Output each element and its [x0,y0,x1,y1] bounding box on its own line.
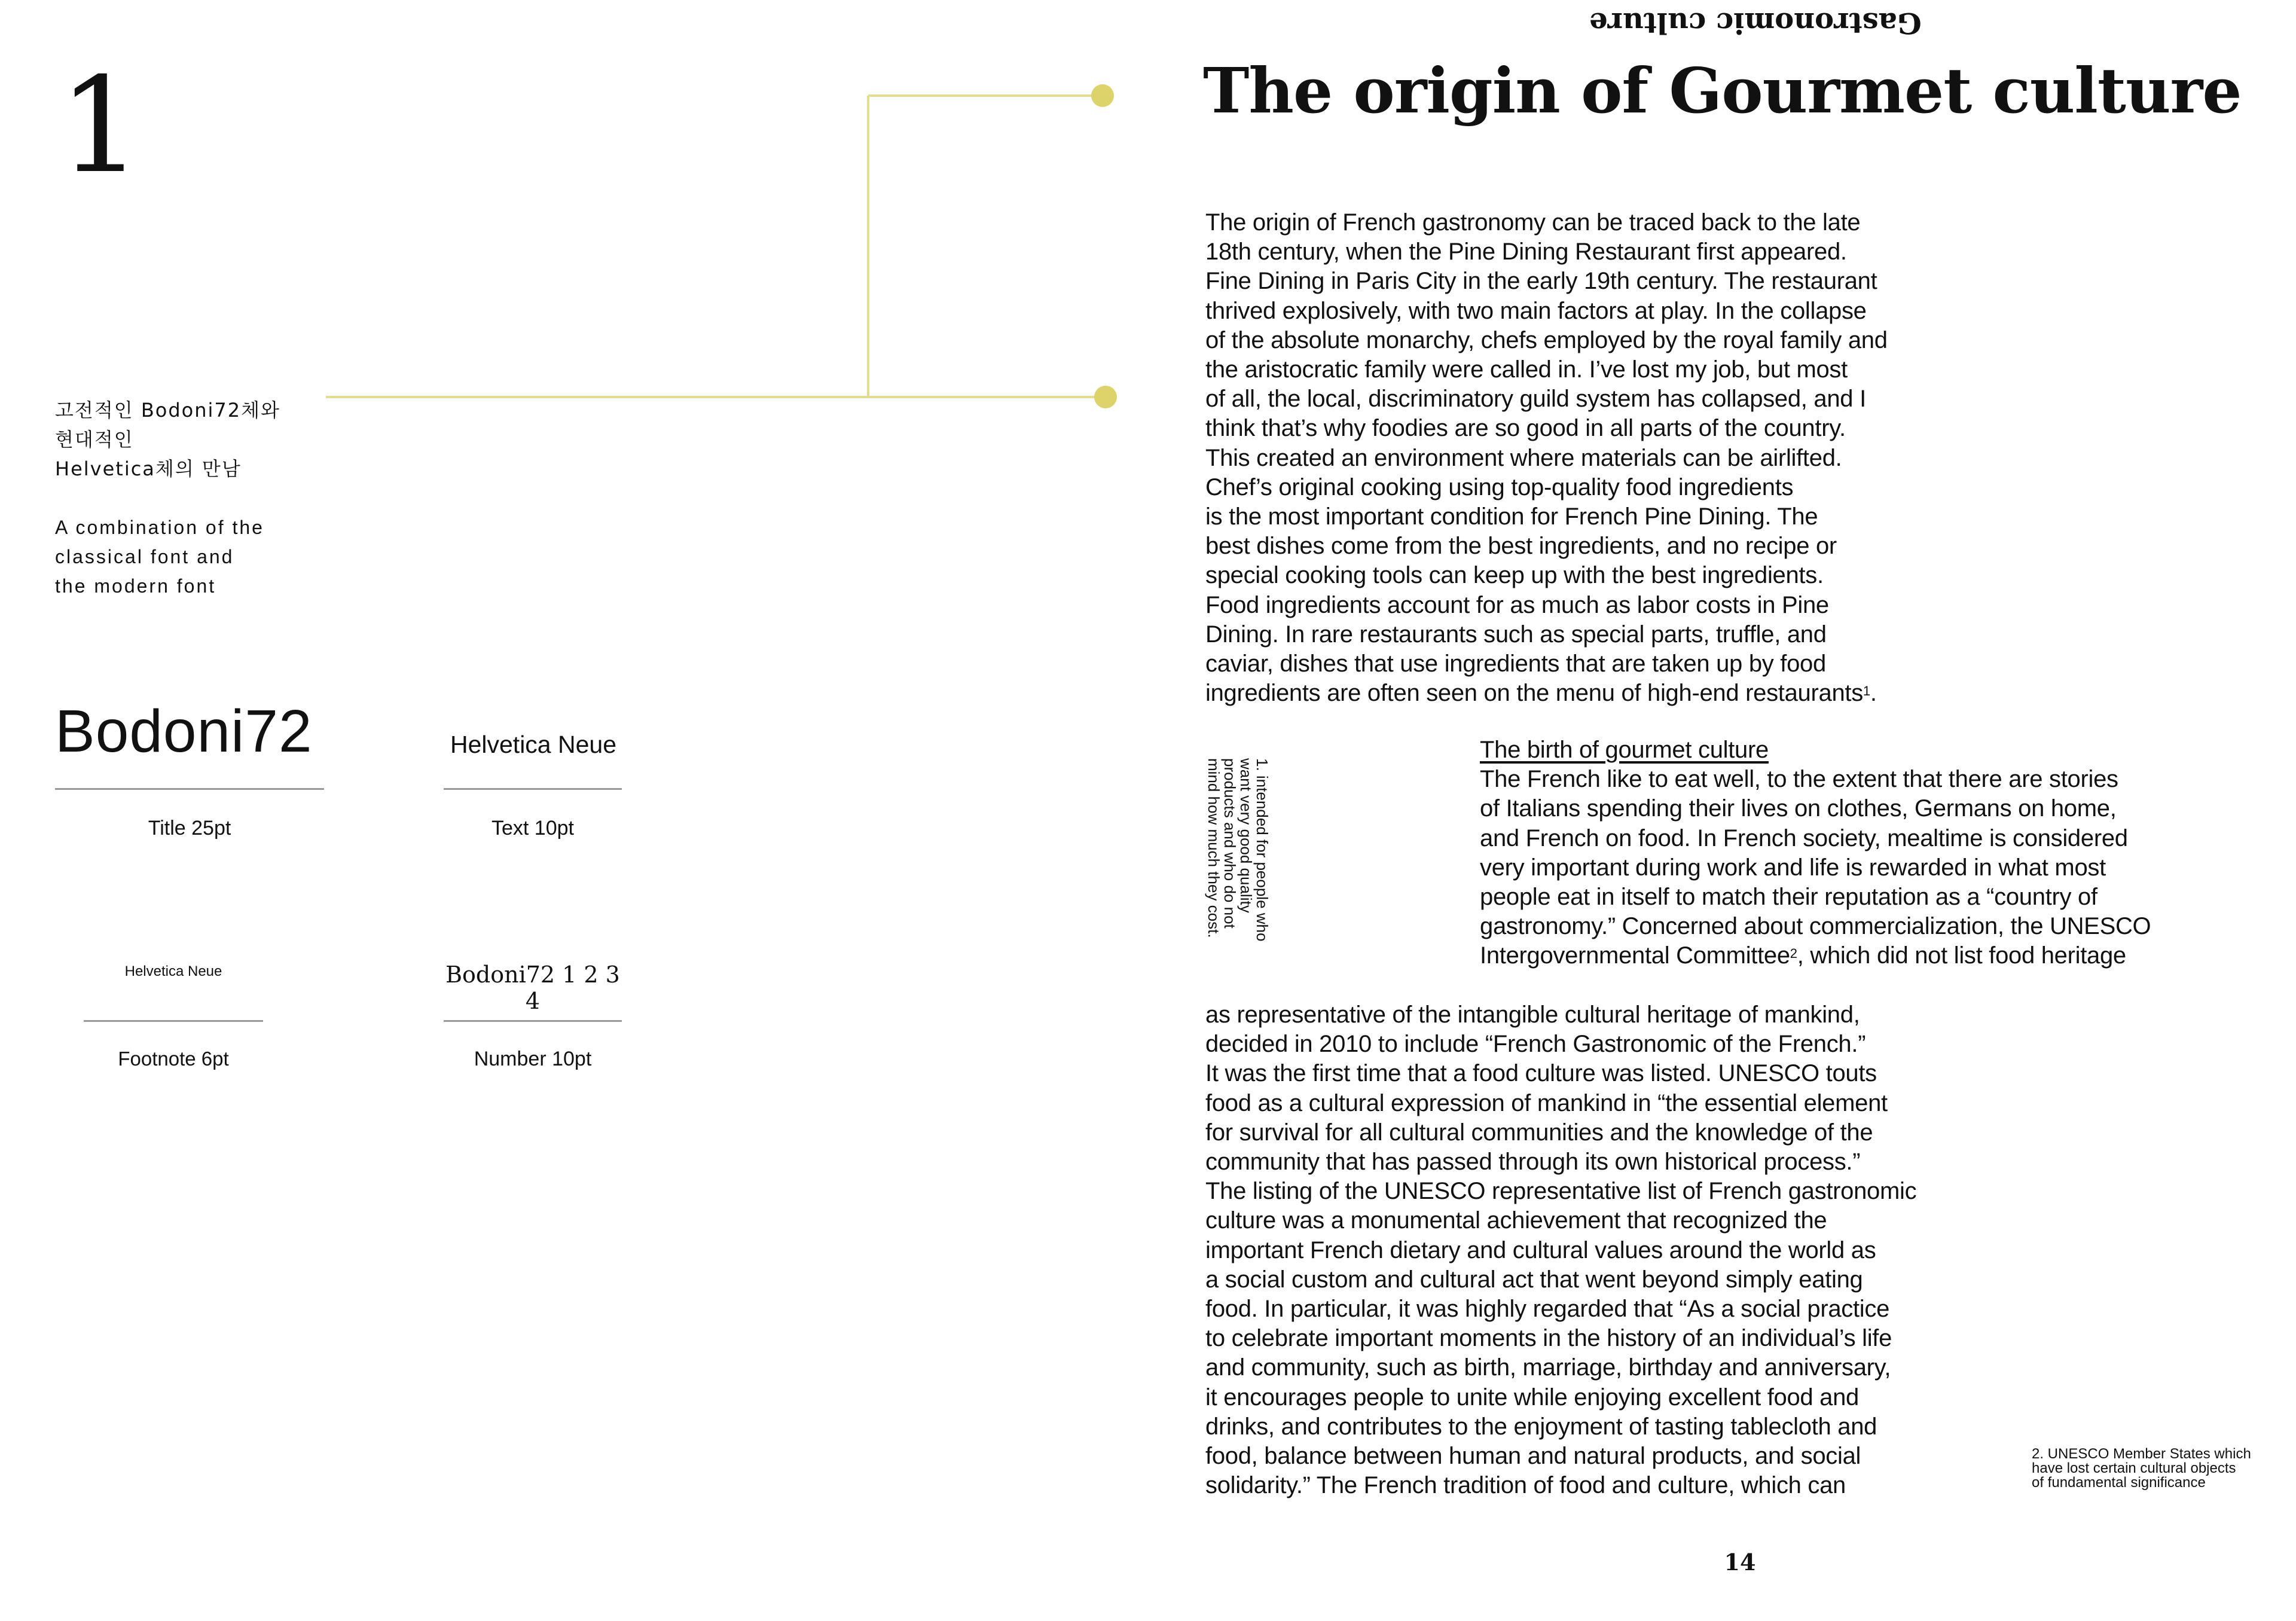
spec-text-font-sample: Helvetica Neue [450,731,617,758]
body-line: This created an environment where materials can be airlifted. [1205,444,1842,471]
footnote-line: mind how much they cost. [1205,758,1223,938]
spec-title-divider [55,788,324,790]
body-line: gastronomy.” Concerned about commercialization, the UNESCO [1480,913,2151,940]
body-line: the aristocratic family were called in. I’ve lost my job, but most [1205,356,1848,383]
body-line: of Italians spending their lives on clothes, Germans on home, [1480,795,2117,822]
body-line: a social custom and cultural act that went beyond simply eating [1205,1266,1863,1293]
section-heading: The birth of gourmet culture [1480,737,1769,763]
body-line: is the most important condition for French Pine Dining. The [1205,503,1818,530]
footnote-line: have lost certain cultural objects [2032,1460,2236,1476]
body-line: Dining. In rare restaurants such as special parts, truffle, and [1205,621,1827,648]
body-line-end: . [1870,680,1877,707]
body-line: as representative of the intangible cultural heritage of mankind, [1205,1002,1860,1028]
body-line-text: ingredients are often seen on the menu of high-end restaurants [1205,680,1863,707]
body-line: for survival for all cultural communities and the knowledge of the [1205,1119,1873,1146]
body-line: It was the first time that a food culture was listed. UNESCO touts [1205,1060,1877,1087]
page-number: 14 [1724,1549,1756,1576]
intro-korean-line: 현대적인 [55,428,134,451]
body-paragraph-1 [1205,208,1888,708]
body-line: decided in 2010 to include “French Gastronomic of the French.” [1205,1031,1866,1058]
body-line: 18th century, when the Pine Dining Restaurant first appeared. [1205,239,1847,265]
spec-number-usage: Number 10pt [474,1048,592,1070]
footnote-line: 2. UNESCO Member States which [2032,1446,2251,1462]
footnote-line: products and who do not [1221,758,1239,929]
body-line: very important during work and life is rewarded in what most [1480,854,2106,881]
body-line: Food ingredients account for as much as labor costs in Pine [1205,591,1829,618]
body-line: important French dietary and cultural values around the world as [1205,1237,1876,1263]
body-line [1205,679,1888,708]
body-line: of all, the local, discriminatory guild system has collapsed, and I [1205,386,1866,413]
footnote-line: want very good quality [1237,758,1255,913]
body-line: culture was a monumental achievement that recognized the [1205,1207,1827,1234]
body-line: Chef’s original cooking using top-quality food ingredients [1205,474,1794,500]
body-line: think that’s why foodies are so good in all parts of the country. [1205,415,1846,442]
running-header: Gastronomic culture [1589,6,1922,39]
body-line: food, balance between human and natural products, and social [1205,1443,1861,1470]
spec-number-divider [444,1020,622,1022]
spec-footnote-usage: Footnote 6pt [118,1048,229,1070]
body-line-text: Intergovernmental Committee [1480,942,1790,969]
body-line: The listing of the UNESCO representative list of French gastronomic [1205,1178,1917,1205]
spec-title-font-sample: Bodoni72 [55,698,313,765]
body-line: caviar, dishes that use ingredients that are taken up by food [1205,651,1826,677]
body-line: solidarity.” The French tradition of food and culture, which can [1205,1472,1846,1499]
body-line: it encourages people to unite while enjoying excellent food and [1205,1384,1859,1411]
intro-english-line: classical font and [55,546,234,567]
body-line: of the absolute monarchy, chefs employed by the royal family and [1205,326,1888,353]
body-line: The French like to eat well, to the extent that there are stories [1480,766,2118,793]
spec-text-usage: Text 10pt [491,817,574,839]
spec-text-divider [444,788,622,790]
body-line: best dishes come from the best ingredients, and no recipe or [1205,533,1837,560]
intro-english-line: A combination of the [55,517,264,538]
body-line: special cooking tools can keep up with the best ingredients. [1205,562,1824,589]
footnote-line: of fundamental significance [2032,1475,2206,1491]
body-line: community that has passed through its own historical process.” [1205,1149,1861,1176]
article-title: The origin of Gourmet culture [1203,54,2242,127]
body-line [1480,941,2151,970]
callout-connector [0,0,1136,431]
body-line: The origin of French gastronomy can be traced back to the late [1205,209,1861,236]
spec-title-usage: Title 25pt [148,817,231,839]
connector-dot-bottom [1094,386,1117,408]
footnote-line: 1. intended for people who [1253,758,1271,942]
body-line: and French on food. In French society, mealtime is considered [1480,825,2128,851]
body-line: food as a cultural expression of mankind in “the essential element [1205,1089,1888,1116]
body-line: people eat in itself to match their reputation as a “country of [1480,884,2097,911]
intro-english [55,513,330,601]
body-line-end: , which did not list food heritage [1797,942,2126,969]
footnote-ref-2[interactable]: 2 [1790,946,1797,961]
body-line: to celebrate important moments in the history of an individual’s life [1205,1325,1892,1352]
body-line: thrived explosively, with two main factors at play. In the collapse [1205,297,1867,324]
connector-dot-top [1091,84,1114,107]
spec-number-font-sample: Bodoni72 1 2 3 4 [445,961,620,1014]
intro-korean-line: 고전적인 Bodoni72체와 [55,399,280,422]
section-birth-of-gourmet [1480,735,2151,971]
body-line: food. In particular, it was highly regarded that “As a social practice [1205,1296,1890,1323]
spec-footnote-divider [84,1020,263,1022]
body-line: and community, such as birth, marriage, birthday and anniversary, [1205,1354,1891,1381]
footnote-1 [1204,758,1270,955]
spec-footnote-font-sample: Helvetica Neue [124,963,222,979]
chapter-number: 1 [59,49,142,202]
intro-english-line: the modern font [55,575,216,597]
footnote-ref-1[interactable]: 1 [1863,683,1870,699]
footnote-2 [2032,1447,2283,1490]
body-line: Fine Dining in Paris City in the early 19th century. The restaurant [1205,268,1877,295]
body-line: drinks, and contributes to the enjoyment of tasting tablecloth and [1205,1413,1877,1440]
body-paragraph-3 [1205,1000,1916,1500]
intro-korean-line: Helvetica체의 만남 [55,457,242,480]
